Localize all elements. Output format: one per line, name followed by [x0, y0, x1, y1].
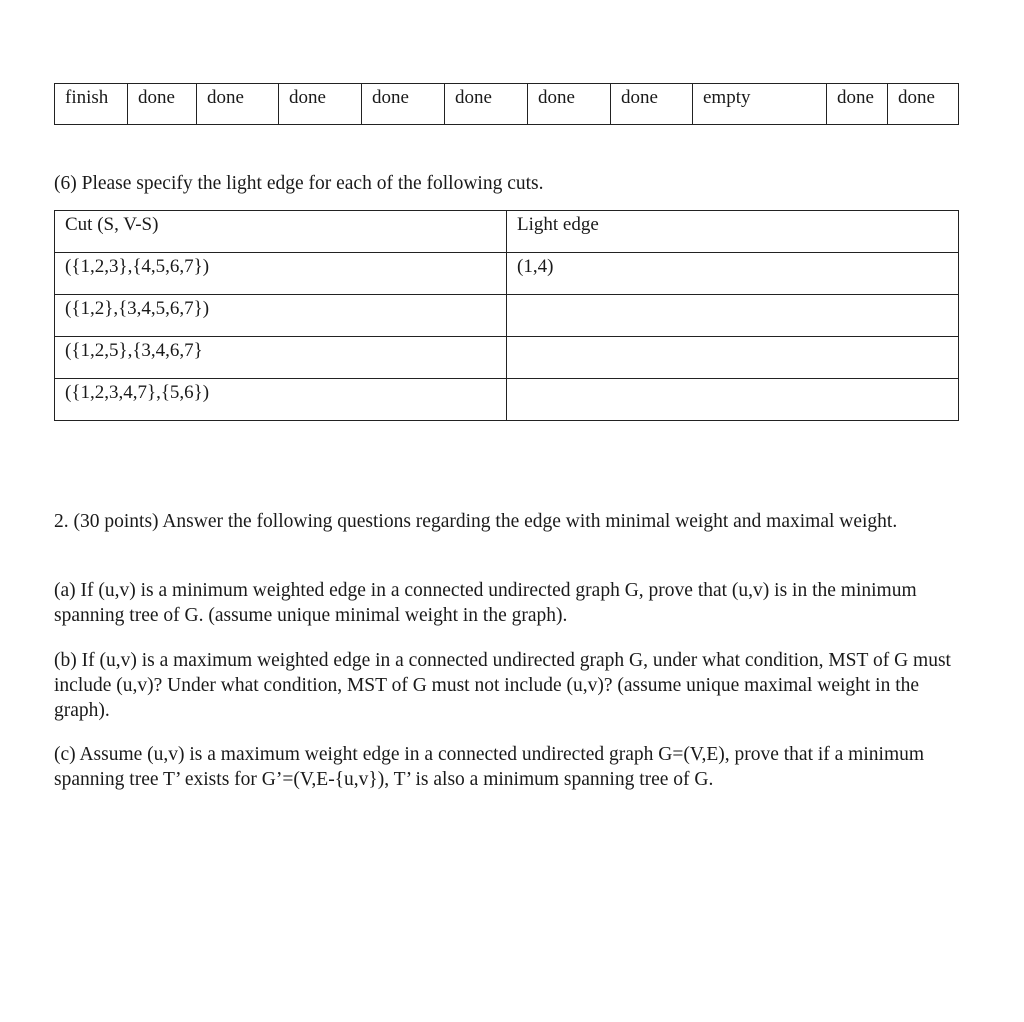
header-cut: Cut (S, V-S) [55, 211, 507, 253]
light-edge-cell [507, 337, 959, 379]
cut-cell: ({1,2,5},{3,4,6,7} [55, 337, 507, 379]
status-cell: done [128, 84, 197, 125]
q2-part-a: (a) If (u,v) is a minimum weighted edge in a connected undirected graph G, prove that (u,v) is in the minimum spanning tree of G. (assume unique minimal weight in the graph). [54, 580, 917, 626]
table-row [55, 84, 959, 125]
q6-prompt: (6) Please specify the light edge for each of the following cuts. [54, 173, 544, 194]
light-edge-cell: (1,4) [507, 253, 959, 295]
status-cell: done [279, 84, 362, 125]
status-cell: done [888, 84, 959, 125]
status-cell: done [362, 84, 445, 125]
cut-cell: ({1,2},{3,4,5,6,7}) [55, 295, 507, 337]
table-row [55, 295, 959, 337]
cut-cell: ({1,2,3},{4,5,6,7}) [55, 253, 507, 295]
light-edge-cell [507, 295, 959, 337]
cut-table [54, 210, 959, 421]
status-cell: finish [55, 84, 128, 125]
status-cell: done [445, 84, 528, 125]
status-cell: empty [693, 84, 827, 125]
status-table [54, 83, 959, 125]
table-row [55, 379, 959, 421]
table-row [55, 337, 959, 379]
light-edge-cell [507, 379, 959, 421]
q2-part-b: (b) If (u,v) is a maximum weighted edge in a connected undirected graph G, under what condition, MST of G must include (u,v)? Under what condition, MST of G must not include (u,v)? (assume unique maximal weight in the graph). [54, 650, 951, 721]
status-cell: done [611, 84, 693, 125]
table-header-row [55, 211, 959, 253]
cut-cell: ({1,2,3,4,7},{5,6}) [55, 379, 507, 421]
header-light-edge: Light edge [507, 211, 959, 253]
q2-heading: 2. (30 points) Answer the following questions regarding the edge with minimal weight and maximal weight. [54, 511, 898, 532]
status-cell: done [197, 84, 279, 125]
status-cell: done [827, 84, 888, 125]
status-cell: done [528, 84, 611, 125]
q2-part-c: (c) Assume (u,v) is a maximum weight edge in a connected undirected graph G=(V,E), prove that if a minimum spanning tree T’ exists for G’=(V,E-{u,v}), T’ is also a minimum spanning tree of G. [54, 744, 925, 790]
table-row [55, 253, 959, 295]
